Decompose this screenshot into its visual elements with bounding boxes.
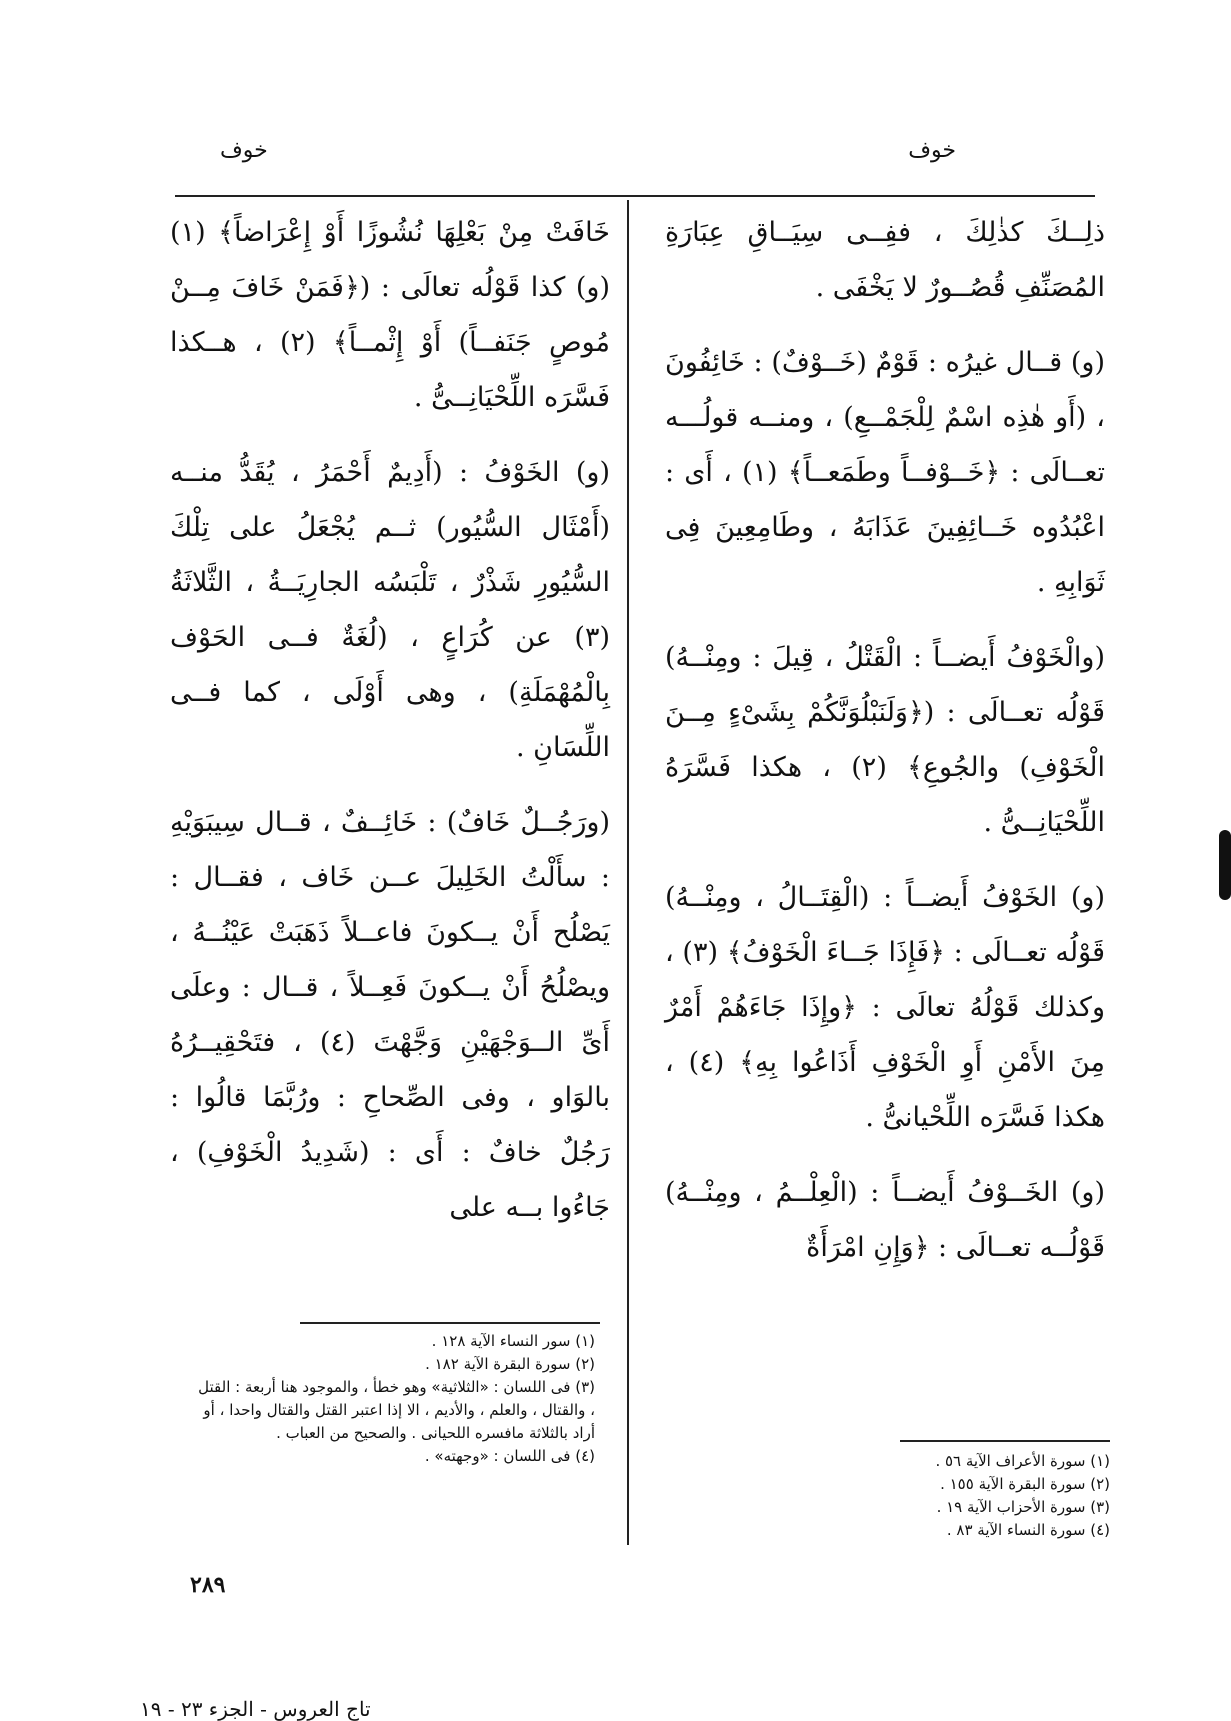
header-left-word: خوف [220,138,268,163]
right-paragraph-5: (و) الخَــوْفُ أَيضــاً : (الْعِلْــمُ ، ومِنْــهُ) قَوْلُــه تعــالَى : ﴿وَإِنِ امْرَأَةٌ [665,1177,1105,1263]
left-column [170,205,610,1255]
right-footnote-rule [900,1440,1110,1442]
header-right-word: خوف [908,138,956,163]
left-paragraph-2: (و) الخَوْفُ : (أَدِيمٌ أَحْمَرُ ، يُقَدُّ منــه (أَمْثَال السُّيُور) ثــم يُجْعَلُ على تِلْكَ السُّيُورِ شَذْرٌ ، تَلْبَسُه الجارِيَــةُ ، الثَّلاثَةُ (٣) عن كُرَاعٍ ، (لُغَةٌ فــى الحَوْف بِالْمُهْمَلَةِ) ، وهى أَوْلَى ، كما فــى اللِّسَانِ . [170,457,610,763]
right-paragraph-2: (و) قــال غيرُه : قَوْمٌ (خَــوْفٌ) : خَائِفُونَ ، (أَو هٰذِه اسْمٌ لِلْجَمْــعِ) ، ومنــه قولُـــه تعــالَى : ﴿خَــوْفــاً وطَمَعــاً﴾ (١) ، أَى : اعْبُدُوه خَــائِفِينَ عَذَابَهُ ، وطَامِعِينَ فِى ثَوَابِهِ . [665,347,1105,598]
footnote: (٣) فى اللسان : «الثلاثية» وهو خطأ ، والموجود هنا أربعة : القتل ، والقتال ، والعلم ، والأديم ، الا إذا اعتبر القتل والقتال واحدا ، أو أراد بالثلاثة مافسره اللحيانى . والصحيح من العباب . [198,1378,595,1442]
footnote: (٣) سورة الأحزاب الآية ١٩ . [936,1498,1110,1516]
footnote: (٢) سورة البقرة الآية ١٨٢ . [425,1355,595,1373]
left-paragraph-1: خَافَتْ مِنْ بَعْلِهَا نُشُوزًا أَوْ إِعْرَاضاً﴾ (١) (و) كذا قَوْلُه تعالَى : (﴿فَمَنْ خَافَ مِــنْ مُوصٍ جَنَفــاً) أَوْ إِثْمــاً﴾ (٢) ، هــكذا فَسَّرَه اللِّحْيَانِــىُّ . [170,217,611,413]
left-footnotes [195,1330,595,1468]
right-column [665,205,1105,1295]
right-footnotes [845,1450,1110,1542]
footnote: (٤) فى اللسان : «وجهته» . [424,1447,595,1465]
right-paragraph-1: ذلِــكَ كذٰلِكَ ، ففِــى سِيَــاقِ عِبَارَةِ المُصَنِّفِ قُصُــورٌ لا يَخْفَى . [665,217,1105,303]
page-number: ٢٨٩ [190,1572,226,1598]
bottom-caption: تاج العروس - الجزء ٢٣ - ١٩ [140,1697,371,1721]
header-rule [175,195,1095,197]
footnote: (٢) سورة البقرة الآية ١٥٥ . [940,1475,1110,1493]
right-paragraph-3: (والْخَوْفُ أَيضــاً : الْقَتْلُ ، قِيلَ : ومِنْــهُ) قَوْلُه تعــالَى : (﴿وَلَنَبْلُوَنَّكُمْ بِشَىْءٍ مِــنَ الْخَوْفِ) والجُوعِ﴾ (٢) ، هكذا فَسَّرَهُ اللِّحْيَانِــىُّ . [665,642,1106,838]
left-footnote-rule [300,1322,600,1324]
right-paragraph-4: (و) الخَوْفُ أَيضــاً : (الْقِتَــالُ ، ومِنْــهُ) قَوْلُه تعــالَى : ﴿فَإِذَا جَــاءَ الْخَوْفُ﴾ (٣) ، وكذلك قَوْلُهُ تعالَى : ﴿وإِذَا جَاءَهُمْ أَمْرٌ مِنَ الأَمْنِ أَوِ الْخَوْفِ أَذَاعُوا بِهِ﴾ (٤) ، هكذا فَسَّرَه اللِّحْيانىُّ . [665,882,1105,1133]
left-paragraph-3: (ورَجُــلٌ خَافٌ) : خَائِــفٌ ، قــال سِيبَوَيْهِ : سأَلْتُ الخَلِيلَ عــن خَاف ، فقــال : يَصْلُح أَنْ يــكونَ فاعــلاً ذَهَبَتْ عَيْنُــهُ ، ويصْلُحُ أَنْ يــكونَ فَعِــلاً ، قــال : وعلَى أَىِّ الــوَجْهَيْنِ وَجَّهْتَ (٤) ، فتَحْقِيــرُهُ بالوَاو ، وفى الصِّحاحِ : ورُبَّمَا قالُوا : رَجُلٌ خافٌ : أَى : (شَدِيدُ الْخَوْفِ) ، جَاءُوا بــه على [170,807,610,1223]
footnote: (٤) سورة النساء الآية ٨٣ . [946,1521,1110,1539]
scan-edge-mark [1219,830,1231,900]
footnote: (١) سورة الأعراف الآية ٥٦ . [935,1452,1110,1470]
footnote: (١) سور النساء الآية ١٢٨ . [431,1332,595,1350]
column-divider [627,200,629,1545]
